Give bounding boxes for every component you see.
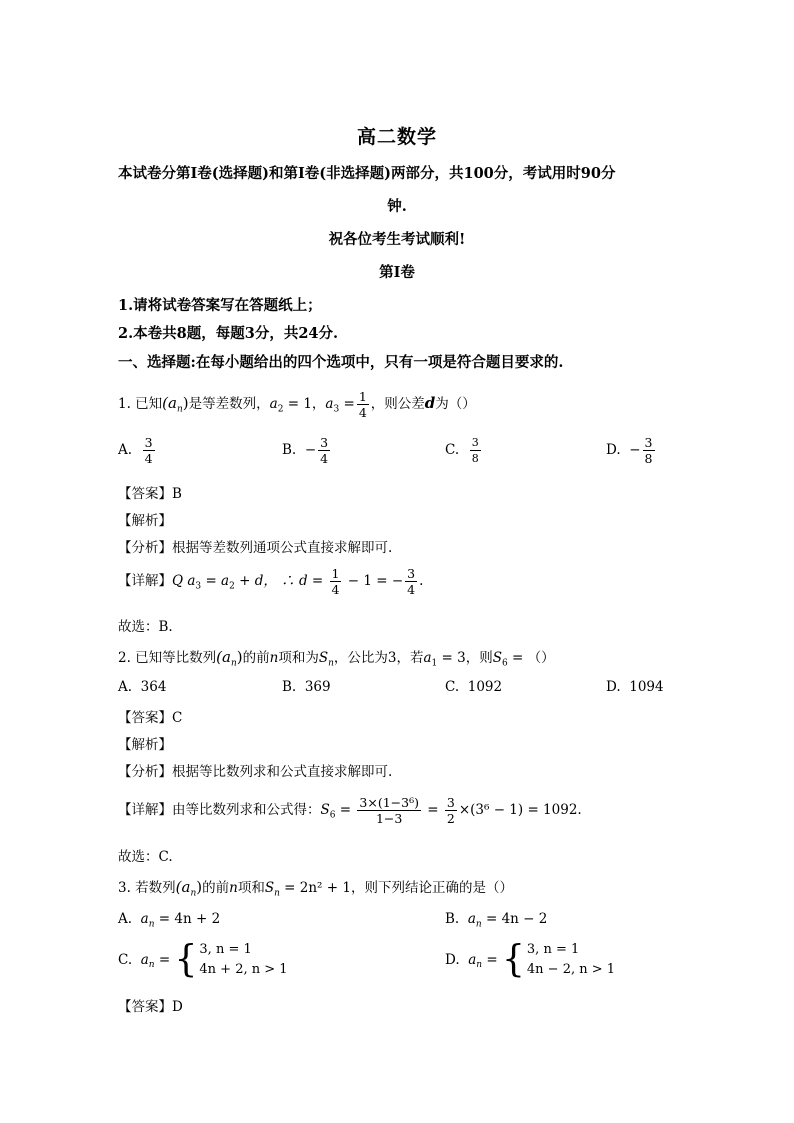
q3-text-d: ，则下列结论正确的是（） xyxy=(350,880,513,896)
q2-n: n xyxy=(269,650,279,666)
q1-xiangjie-a: Q a xyxy=(172,573,196,589)
q2-text-c: 项和为 xyxy=(278,650,319,666)
q1-a3-fraction xyxy=(357,389,369,420)
q3-option-b-expr: a xyxy=(467,911,476,927)
q2-a1-val: = 3 xyxy=(437,650,466,666)
q2-formula-eq2: = xyxy=(422,802,443,818)
q1-xiangjie-frac1-den: 4 xyxy=(331,582,340,597)
q3-option-d-sub: n xyxy=(476,960,483,971)
q1-xiangjie-c: + d， ∴ d = xyxy=(234,573,328,589)
q1-seq: (a xyxy=(162,394,177,412)
q1-seq-close: ) xyxy=(182,394,189,412)
q3-option-c-letter: C. xyxy=(118,952,133,968)
question-1 xyxy=(118,389,476,420)
q2-option-c-letter: C. xyxy=(445,679,460,695)
q1-xiangjie-b: = a xyxy=(201,573,230,589)
q1-xiangjie-frac2 xyxy=(405,566,417,597)
q3-option-d-case2: 4n − 2, n > 1 xyxy=(526,962,616,977)
q1-xiangjie-frac2-den: 4 xyxy=(407,582,416,597)
note-2: 2.本卷共8题，每题3分，共24分. xyxy=(118,325,339,342)
q3-option-a-letter: A. xyxy=(118,911,133,927)
q3-option-c-expr: a xyxy=(140,952,149,968)
q2-option-d xyxy=(606,679,664,695)
q2-xiangjie-text: 由等比数列求和公式得： xyxy=(172,802,321,818)
q1-option-d-den: 8 xyxy=(644,451,653,466)
q1-a3-eq: = xyxy=(339,396,355,412)
q2-formula-eq: = xyxy=(335,802,356,818)
q1-a3-sub: 3 xyxy=(333,404,340,415)
q2-S-sub: n xyxy=(328,658,334,669)
q2-formula-fraction xyxy=(357,795,421,826)
q3-S-val: = 2n² + 1 xyxy=(279,880,351,896)
q2-option-d-letter: D. xyxy=(606,679,621,695)
q2-xiangjie xyxy=(118,795,582,826)
q1-option-a-fraction xyxy=(143,435,155,466)
q2-S6: S xyxy=(492,650,502,666)
q3-S-sub: n xyxy=(274,888,280,899)
q1-analysis-tag: 【解析】 xyxy=(118,513,172,529)
q1-option-b-den: 4 xyxy=(320,451,329,466)
q1-xiangjie xyxy=(118,566,423,597)
q1-option-d-letter: D. xyxy=(606,442,621,458)
q1-end: 为（） xyxy=(435,396,476,412)
q1-option-b-letter: B. xyxy=(282,442,297,458)
q2-text-b: 的前 xyxy=(242,650,270,666)
q2-fenxi xyxy=(118,760,392,780)
q2-text-a: 2. 已知等比数列 xyxy=(118,650,217,666)
q2-formula-f2-num: 3 xyxy=(446,795,455,810)
q1-option-c-num: 3 xyxy=(471,436,479,449)
q2-answer-tag: 【答案】 xyxy=(118,710,172,726)
q2-option-b-letter: B. xyxy=(282,679,297,695)
q1-option-d-num: 3 xyxy=(644,435,653,450)
q1-option-b-num: 3 xyxy=(320,435,329,450)
q1-tail: ，则公差 xyxy=(370,396,425,412)
q3-option-c-case2: 4n + 2, n > 1 xyxy=(199,962,288,977)
q3-S: S xyxy=(264,880,275,896)
q2-xiangjie-tag: 【详解】 xyxy=(118,802,172,818)
q3-seq-sub: n xyxy=(190,888,197,899)
q3-answer xyxy=(118,995,183,1015)
q2-S: S xyxy=(318,650,329,666)
q3-text-c: 项和 xyxy=(237,880,265,896)
q1-seq-sub: n xyxy=(176,404,183,415)
q3-option-a-sub: n xyxy=(148,919,155,930)
q1-option-c-letter: C. xyxy=(445,442,460,458)
q3-text-a: 3. 若数列 xyxy=(118,880,176,896)
q3-option-d-case1: 3, n = 1 xyxy=(526,942,580,957)
q2-fenxi-tag: 【分析】 xyxy=(118,764,172,780)
q2-formula-num: 3×(1−3⁶) xyxy=(359,795,419,810)
q3-option-c xyxy=(118,937,288,981)
q1-option-a-num: 3 xyxy=(144,435,153,450)
q3-answer-value: D xyxy=(172,999,183,1015)
q1-option-b xyxy=(282,435,332,466)
q2-S6-sub: 6 xyxy=(502,658,508,669)
q3-option-d-eq: = xyxy=(482,952,502,968)
q2-option-a-value: 364 xyxy=(140,679,167,695)
q2-option-a-letter: A. xyxy=(118,679,133,695)
q1-xiangjie-frac1 xyxy=(330,566,342,597)
q1-comma: ， xyxy=(311,396,326,412)
q1-a2-val: = 1 xyxy=(283,396,312,412)
q3-option-a xyxy=(118,911,220,930)
q2-formula-S-sub: 6 xyxy=(329,810,336,821)
q2-answer xyxy=(118,706,182,726)
q2-formula-fraction2 xyxy=(445,795,457,826)
q2-option-d-value: 1094 xyxy=(629,679,664,695)
q3-option-c-sub: n xyxy=(148,960,155,971)
volume-heading: 第I卷 xyxy=(379,264,415,281)
q3-option-a-val: = 4n + 2 xyxy=(154,911,221,927)
q2-formula-f2-den: 2 xyxy=(446,811,455,826)
q1-xiangjie-tag: 【详解】 xyxy=(118,573,172,589)
q1-a2: a xyxy=(269,396,278,412)
q1-prefix: 1. 已知 xyxy=(118,396,163,412)
q2-final: 故选：C. xyxy=(118,849,173,865)
q1-option-c-fraction xyxy=(470,435,481,466)
q1-option-d-fraction xyxy=(643,435,655,466)
q2-seq: (a xyxy=(216,648,231,666)
q1-answer-value: B xyxy=(172,486,182,502)
q2-text-d: ，公比为3，若 xyxy=(333,650,424,666)
q3-option-d-letter: D. xyxy=(445,952,460,968)
q1-xiangjie-frac1-num: 1 xyxy=(331,566,340,581)
question-2 xyxy=(118,646,555,669)
q1-option-c-den: 8 xyxy=(471,452,479,465)
q1-option-a-den: 4 xyxy=(144,451,153,466)
q1-fenxi xyxy=(118,536,392,556)
q2-answer-value: C xyxy=(172,710,183,726)
q1-d: d xyxy=(424,394,436,412)
page-title: 高二数学 xyxy=(356,126,437,148)
q2-option-b-value: 369 xyxy=(304,679,331,695)
q3-option-d-expr: a xyxy=(468,952,477,968)
q2-seq-sub: n xyxy=(230,658,237,669)
wish-line: 祝各位考生考试顺利! xyxy=(328,231,466,248)
q2-a1: a xyxy=(423,650,432,666)
q1-option-b-fraction xyxy=(318,435,330,466)
q1-xiangjie-b-sub: 2 xyxy=(229,581,235,592)
q1-xiangjie-frac2-num: 3 xyxy=(407,566,416,581)
q3-option-c-eq: = xyxy=(154,952,175,968)
q3-option-c-cases xyxy=(199,940,287,980)
q2-formula-S: S xyxy=(320,802,330,818)
q1-mid: 是等差数列， xyxy=(188,396,270,412)
q3-answer-tag: 【答案】 xyxy=(118,999,172,1015)
q3-option-b-val: = 4n − 2 xyxy=(481,911,548,927)
note-1: 1.请将试卷答案写在答题纸上； xyxy=(118,297,322,314)
question-3 xyxy=(118,876,513,899)
q1-xiangjie-end: . xyxy=(419,573,424,589)
q1-xiangjie-d: − 1 = − xyxy=(343,573,404,589)
q3-option-d xyxy=(445,937,616,981)
q1-option-a xyxy=(118,435,157,466)
q1-a3-den: 4 xyxy=(358,405,367,420)
q3-option-c-brace: { xyxy=(174,937,198,981)
q1-answer-tag: 【答案】 xyxy=(118,486,172,502)
q1-final: 故选：B. xyxy=(118,619,173,635)
q3-n: n xyxy=(229,880,238,896)
section-heading: 一、选择题:在每小题给出的四个选项中，只有一项是符合题目要求的. xyxy=(118,354,564,371)
q1-a3: a xyxy=(325,396,334,412)
q1-fenxi-text: 根据等差数列通项公式直接求解即可. xyxy=(172,540,393,556)
q2-a1-sub: 1 xyxy=(431,658,438,669)
q1-fenxi-tag: 【分析】 xyxy=(118,540,172,556)
q1-option-d xyxy=(606,435,657,466)
q3-option-c-case1: 3, n = 1 xyxy=(199,942,252,957)
q1-option-d-sign: − xyxy=(629,442,641,458)
q3-seq: (a xyxy=(175,878,191,896)
q2-option-b xyxy=(282,679,331,695)
q1-xiangjie-a-sub: 3 xyxy=(195,581,202,592)
q3-option-b-letter: B. xyxy=(445,911,460,927)
q3-option-d-cases xyxy=(527,940,615,980)
q2-formula-rest: ×(3⁶ − 1) = 1092. xyxy=(458,802,582,818)
q3-option-d-brace: { xyxy=(502,937,525,981)
q1-option-a-letter: A. xyxy=(118,442,133,458)
q2-option-c-value: 1092 xyxy=(467,679,503,695)
q1-option-b-sign: − xyxy=(304,442,317,458)
q2-S6-eq: = （） xyxy=(507,650,555,666)
intro-line-1: 本试卷分第I卷(选择题)和第I卷(非选择题)两部分，共100分，考试用时90分 xyxy=(118,165,616,182)
q2-option-a xyxy=(118,679,166,695)
q3-option-a-expr: a xyxy=(140,911,149,927)
q3-text-b: 的前 xyxy=(202,880,230,896)
q2-fenxi-text: 根据等比数列求和公式直接求解即可. xyxy=(172,764,393,780)
q2-analysis-tag: 【解析】 xyxy=(118,737,172,753)
intro-line-2: 钟. xyxy=(387,198,407,215)
q3-option-b xyxy=(445,911,547,930)
q1-option-c xyxy=(445,435,483,466)
q2-text-e: ，则 xyxy=(465,650,493,666)
q1-a2-sub: 2 xyxy=(277,404,284,415)
q2-option-c xyxy=(445,679,502,695)
q2-formula-den: 1−3 xyxy=(357,810,421,826)
q2-seq-close: ) xyxy=(236,648,243,666)
q1-answer xyxy=(118,482,182,502)
q3-seq-close: ) xyxy=(196,878,203,896)
q1-a3-num: 1 xyxy=(358,389,367,404)
q3-option-b-sub: n xyxy=(475,919,482,930)
